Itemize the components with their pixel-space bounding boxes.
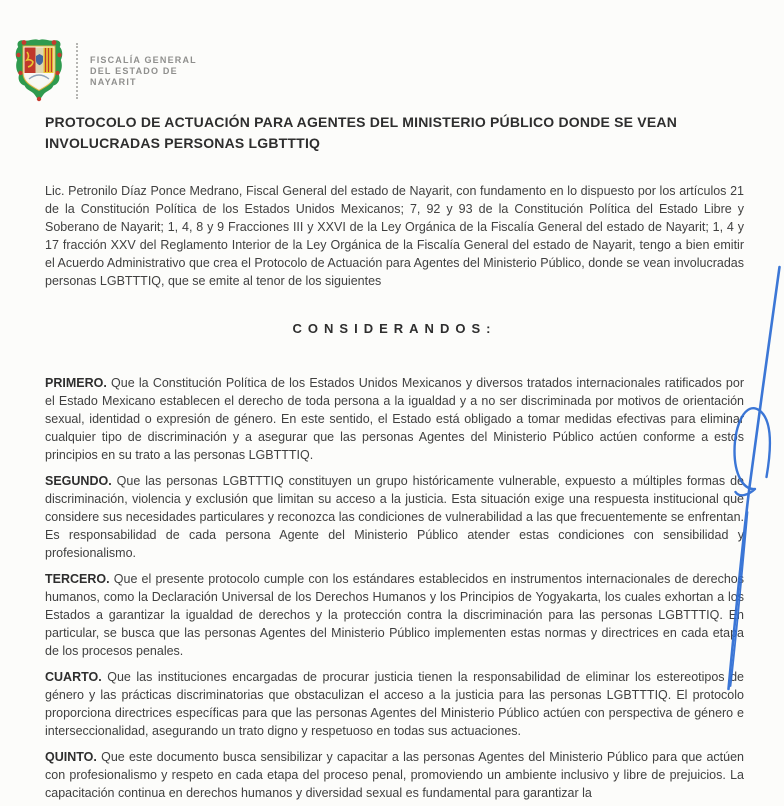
paragraph-label: CUARTO. xyxy=(45,670,102,684)
paragraph-label: QUINTO. xyxy=(45,750,97,764)
paragraph-text: Que las instituciones encargadas de procurar justicia tienen la responsabilidad de eliminar los estereotipos de género y las prácticas discriminatorias que obstaculizan el acceso a la justicia para las personas LGBTTTIQ. El protocolo proporciona directrices específicas para que las personas Agentes del Ministerio Público actúen con perspectiva de género e interseccionalidad, asegurando un trato digno y respetuoso en todas sus actuaciones. xyxy=(45,670,744,738)
considerando-tercero xyxy=(45,570,744,660)
considerando-primero xyxy=(45,374,744,464)
org-name-line1: FISCALÍA GENERAL xyxy=(90,54,197,65)
letterhead-divider xyxy=(76,43,78,99)
nayarit-coat-of-arms-icon xyxy=(14,38,64,104)
document-title: PROTOCOLO DE ACTUACIÓN PARA AGENTES DEL MINISTERIO PÚBLICO DONDE SE VEAN INVOLUCRADAS PERSONAS LGBTTTIQ xyxy=(45,114,677,151)
considerando-segundo xyxy=(45,472,744,562)
org-name-line2: DEL ESTADO DE xyxy=(90,65,178,76)
section-heading-considerandos: CONSIDERANDOS: xyxy=(292,321,497,336)
org-name-line3: NAYARIT xyxy=(90,76,137,87)
intro-paragraph: Lic. Petronilo Díaz Ponce Medrano, Fiscal General del estado de Nayarit, con fundamento en lo dispuesto por los artículos 21 de la Constitución Política de los Estados Unidos Mexicanos; 7, 92 y 93 de la Constitución Política del Estado Libre y Soberano de Nayarit; 1, 4, 8 y 9 Fracciones III y XXVI de la Ley Orgánica de la Fiscalía General del estado de Nayarit; 1, 4 y 17 fracción XXV del Reglamento Interior de la Ley Orgánica de la Fiscalía General del estado de Nayarit, tengo a bien emitir el Acuerdo Administrativo que crea el Protocolo de Actuación para Agentes del Ministerio Público, donde se vean involucradas personas LGBTTTIQ, que se emite al tenor de los siguientes xyxy=(45,184,744,288)
paragraph-text: Que la Constitución Política de los Estados Unidos Mexicanos y diversos tratados internacionales ratificados por el Estado Mexicano establecen el derecho de toda persona a la igualdad y a no ser discriminada por motivos de orientación sexual, identidad o expresión de género. En este sentido, el Estado está obligado a tomar medidas efectivas para eliminar cualquier tipo de discriminación y a asegurar que las personas Agentes del Ministerio Público actúen conforme a estos principios en su trato a las personas LGBTTTIQ. xyxy=(45,376,744,462)
document-body xyxy=(45,112,744,806)
paragraph-label: SEGUNDO. xyxy=(45,474,112,488)
paragraph-label: TERCERO. xyxy=(45,572,110,586)
org-name xyxy=(90,55,197,88)
letterhead xyxy=(14,38,197,104)
paragraph-text: Que este documento busca sensibilizar y capacitar a las personas Agentes del Ministerio Público para que actúen con profesionalismo y respeto en cada etapa del proceso penal, promoviendo un ambiente inclusivo y libre de prejuicios. La capacitación continua en derechos humanos y diversidad sexual es fundamental para garantizar la xyxy=(45,750,744,800)
paragraph-label: PRIMERO. xyxy=(45,376,107,390)
considerando-quinto xyxy=(45,748,744,802)
considerando-cuarto xyxy=(45,668,744,740)
paragraph-text: Que el presente protocolo cumple con los estándares establecidos en instrumentos internacionales de derechos humanos, como la Declaración Universal de los Derechos Humanos y los Principios de Yogyakarta, los cuales exhortan a los Estados a garantizar la igualdad de derechos y la protección contra la discriminación para las personas LGBTTTIQ. En particular, se busca que las personas Agentes del Ministerio Público implementen estas normas y directrices en cada etapa de los procesos penales. xyxy=(45,572,744,658)
paragraph-text: Que las personas LGBTTTIQ constituyen un grupo históricamente vulnerable, expuesto a múltiples formas de discriminación, violencia y exclusión que limitan su acceso a la justicia. Esta situación exige una respuesta institucional que considere sus necesidades particulares y reconozca las condiciones de vulnerabilidad a las que frecuentemente se enfrentan. Es responsabilidad de cada persona Agente del Ministerio Público atender estas condiciones con sensibilidad y profesionalismo. xyxy=(45,474,744,560)
